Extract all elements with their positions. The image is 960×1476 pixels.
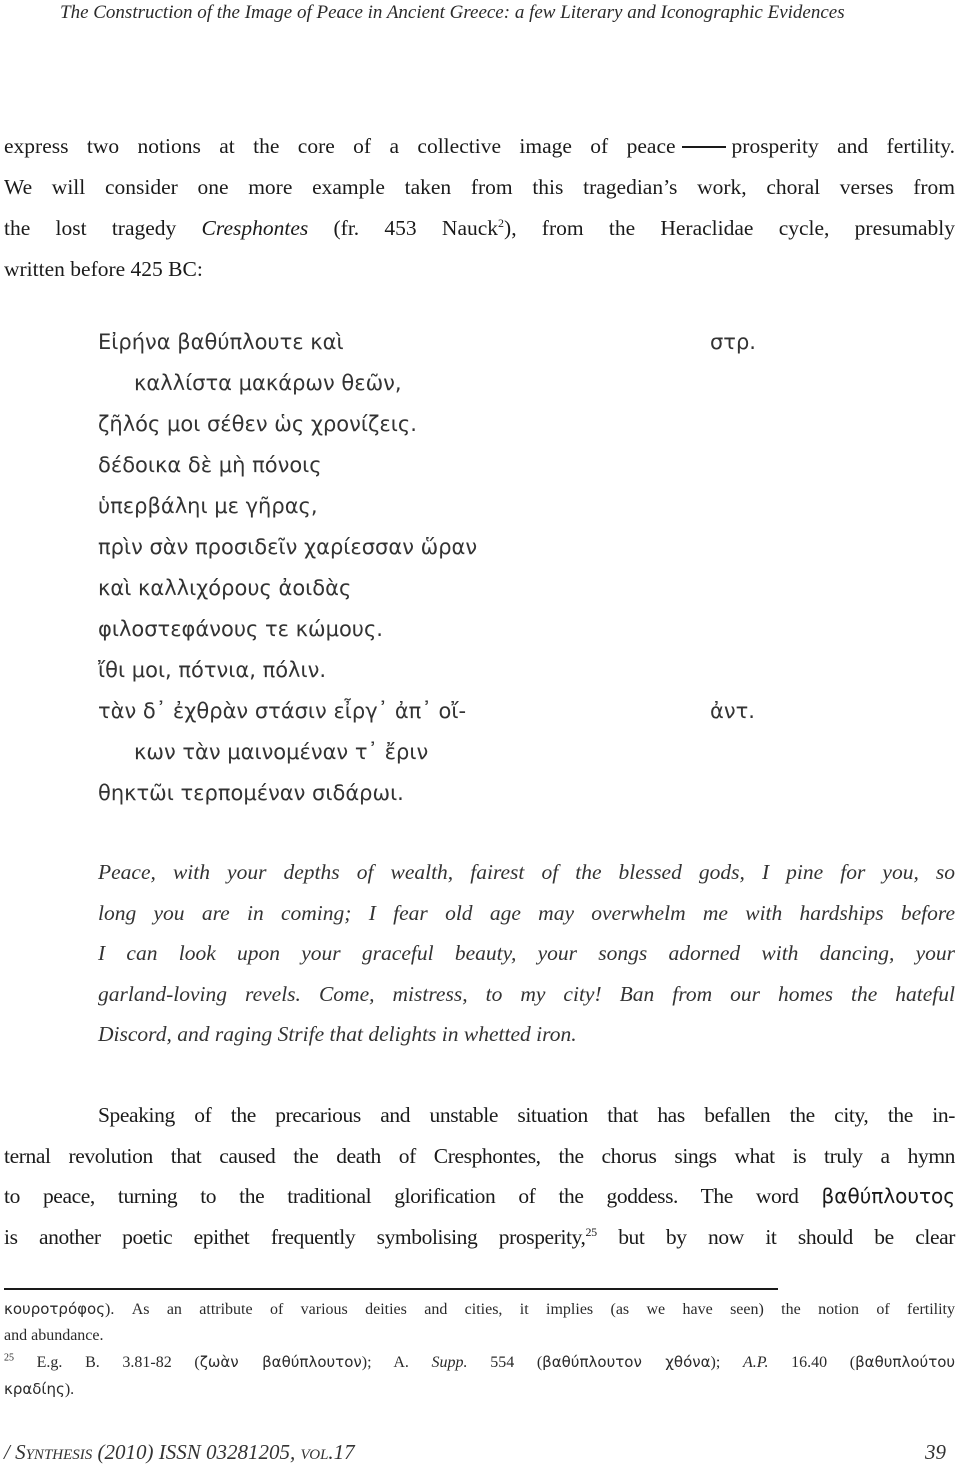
- translation-line: Discord, and raging Strife that delights in whetted iron.: [98, 1022, 577, 1046]
- verse-line: Εἰρήνα βαθύπλουτε καὶ: [98, 330, 344, 354]
- text: .17: [328, 1440, 355, 1464]
- journal-footer: [4, 1440, 355, 1465]
- paragraph-discussion: [4, 1095, 955, 1257]
- translation-line: long you are in coming; I fear old age may overwhelm me with hardships before: [98, 900, 955, 925]
- greek-phrase: βαθυπλούτου: [855, 1353, 956, 1371]
- verse-line: θηκτῶι τερπομέναν σιδάρωι.: [98, 781, 404, 805]
- footnote-number: 25: [4, 1352, 14, 1364]
- verse-line: κων τὰν μαινομέναν τ᾽ ἔριν: [134, 740, 429, 764]
- verse-line: καὶ καλλιχόρους ἀοιδὰς: [98, 576, 352, 600]
- paragraph-intro: [4, 126, 955, 290]
- text: 16.40 (: [791, 1354, 856, 1371]
- text: E.g. B. 3.81-82 (: [36, 1354, 200, 1371]
- text: but by now it should be clear: [618, 1224, 955, 1249]
- text: (2010) ISSN 03281205,: [92, 1440, 301, 1464]
- text: ); A.: [361, 1354, 409, 1371]
- translation: [98, 852, 955, 1055]
- verse-line: φιλοστεφάνους τε κώμους.: [98, 617, 383, 641]
- verse-line: ὑπερβάληι με γῆρας,: [98, 494, 318, 518]
- verse-line: ἴθι μοι, πότνια, πόλιν.: [98, 658, 326, 682]
- footnote-ref: 25: [585, 1224, 597, 1239]
- text: 554 (: [490, 1354, 543, 1371]
- text: ).: [64, 1381, 75, 1398]
- text: /: [4, 1440, 16, 1464]
- footnotes: [4, 1296, 955, 1403]
- translation-line: garland-loving revels. Come, mistress, to my city! Ban from our homes the hateful: [98, 981, 955, 1006]
- journal-name: Synthesis: [15, 1440, 93, 1464]
- text: the lost tragedy: [4, 216, 177, 240]
- page-number: 39: [925, 1440, 946, 1464]
- verse-line: πρὶν σὰν προσιδεῖν χαρίεσσαν ὥραν: [98, 535, 478, 559]
- footnote-rule: [4, 1288, 778, 1290]
- superscript: 2: [498, 215, 505, 230]
- greek-word: κουροτρόφος: [4, 1300, 106, 1318]
- strophe-marker: στρ.: [710, 330, 756, 354]
- work-title: Cresphontes: [201, 216, 309, 240]
- translation-line: Peace, with your depths of wealth, fairest of the blessed gods, I pine for you, so: [98, 860, 955, 884]
- greek-word: βαθύπλουτος: [821, 1184, 955, 1208]
- text: to peace, turning to the traditional glorification of the goddess. The word: [4, 1184, 799, 1208]
- greek-phrase: ζωὰν βαθύπλουτον: [199, 1353, 362, 1371]
- text: prosperity and fertility.: [731, 134, 955, 158]
- text: ). As an attribute of various deities and cities, it implies (as we have seen) the notion of fertility: [105, 1301, 955, 1318]
- text: 453 Nauck: [384, 216, 499, 240]
- text: );: [710, 1354, 721, 1371]
- text: is another poetic epithet frequently symbolising prosperity,: [4, 1224, 586, 1249]
- verse-line: δέδοικα δὲ μὴ πόνοις: [98, 453, 322, 477]
- text-line: Speaking of the precarious and unstable situation that has befallen the city, the in-: [98, 1103, 955, 1127]
- text: ), from the Heraclidae cycle, presumably: [504, 216, 955, 240]
- text-line: ternal revolution that caused the death of Cresphontes, the chorus sings what is truly a hymn: [4, 1143, 955, 1168]
- em-dash: [682, 146, 726, 148]
- abbrev: A.P.: [742, 1354, 769, 1371]
- text: express two notions at the core of a collective image of peace: [4, 134, 676, 158]
- text-line: written before 425 BC:: [4, 257, 203, 281]
- verse-line: καλλίστα μακάρων θεῶν,: [134, 371, 402, 395]
- abbrev: Supp.: [431, 1354, 468, 1371]
- running-head: The Construction of the Image of Peace in Ancient Greece: a few Literary and Iconographic Evidences: [60, 2, 845, 23]
- verse-line: ζῆλός μοι σέθεν ὡς χρονίζεις.: [98, 412, 417, 436]
- text-line: and abundance.: [4, 1327, 104, 1344]
- translation-line: I can look upon your graceful beauty, your songs adorned with dancing, your: [98, 941, 955, 965]
- volume-label: vol: [300, 1440, 329, 1464]
- text: (fr.: [333, 216, 360, 240]
- antistrophe-marker: ἀντ.: [710, 699, 755, 723]
- greek-phrase: βαθύπλουτον χθόνα: [542, 1353, 711, 1371]
- greek-phrase: κραδίης: [4, 1380, 65, 1398]
- verse-line: τὰν δ᾽ ἐχθρὰν στάσιν εἶργ᾽ ἀπ᾽ οἴ-: [98, 699, 467, 723]
- text-line: We will consider one more example taken from this tragedian’s work, choral verses from: [4, 175, 955, 199]
